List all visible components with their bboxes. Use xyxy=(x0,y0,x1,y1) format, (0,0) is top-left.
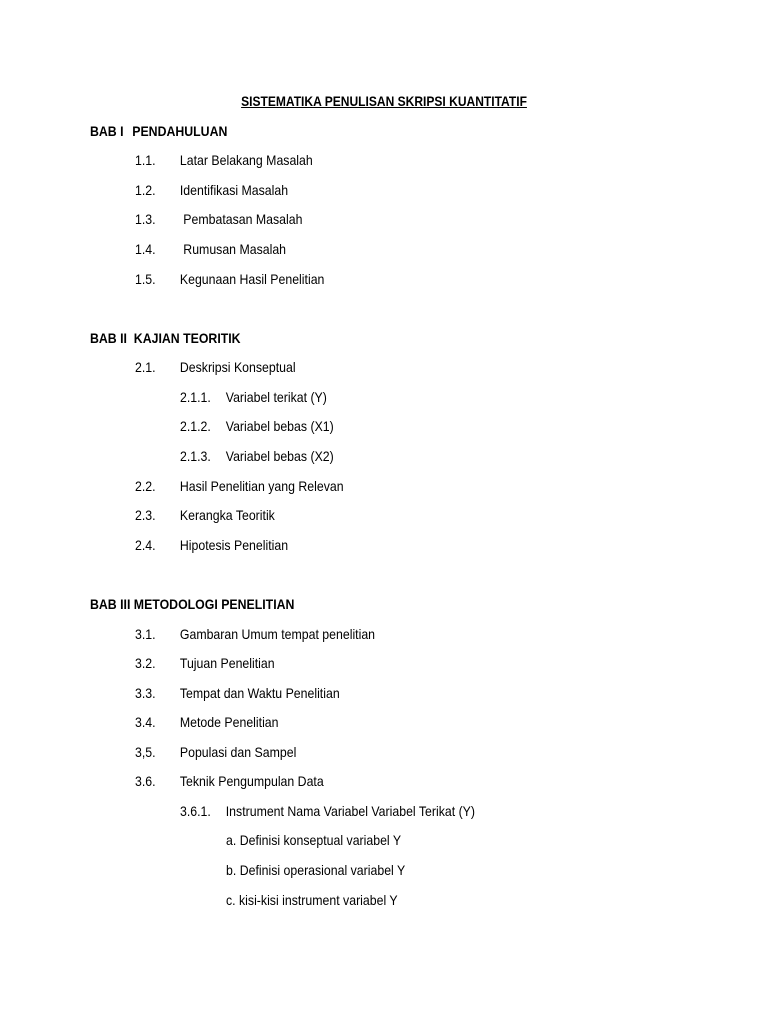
document-title: SISTEMATIKA PENULISAN SKRIPSI KUANTITATIF xyxy=(241,93,527,109)
item-text: Latar Belakang Masalah xyxy=(179,152,313,168)
item-number: 3,5. xyxy=(135,744,156,760)
list-item xyxy=(135,358,296,376)
item-text: Instrument Nama Variabel Variabel Terikat (Y) xyxy=(225,803,476,819)
list-item xyxy=(180,802,476,820)
bab2-heading: BAB II KAJIAN TEORITIK xyxy=(90,330,241,346)
item-text: Variabel bebas (X1) xyxy=(225,418,334,434)
list-item xyxy=(135,684,340,702)
list-item: b. Definisi operasional variabel Y xyxy=(226,862,406,878)
list-item xyxy=(135,625,376,643)
list-item xyxy=(180,417,334,435)
item-number: 1.4. xyxy=(135,241,156,257)
item-number: 3.4. xyxy=(135,714,156,730)
item-text: Teknik Pengumpulan Data xyxy=(179,773,324,789)
item-number: 2.3. xyxy=(135,507,156,523)
item-number: 3.6. xyxy=(135,773,156,789)
item-text: Rumusan Masalah xyxy=(179,241,287,257)
bab1-title: PENDAHULUAN xyxy=(132,123,228,139)
list-item xyxy=(135,477,344,495)
list-item xyxy=(135,536,289,554)
item-text: Hipotesis Penelitian xyxy=(179,537,289,553)
item-number: 3.6.1. xyxy=(180,803,211,819)
item-number: 2.1.3. xyxy=(180,448,211,464)
list-item xyxy=(135,210,303,228)
item-number: 1.3. xyxy=(135,211,156,227)
item-number: 2.2. xyxy=(135,478,156,494)
bab1-number: BAB I xyxy=(90,123,124,139)
list-item xyxy=(135,240,287,258)
item-number: 2.1. xyxy=(135,359,156,375)
list-item xyxy=(135,506,275,524)
item-number: 1.1. xyxy=(135,152,156,168)
item-text: Variabel bebas (X2) xyxy=(225,448,334,464)
list-item xyxy=(135,151,313,169)
list-item xyxy=(180,388,327,406)
item-text: Tempat dan Waktu Penelitian xyxy=(179,685,340,701)
list-item xyxy=(135,772,324,790)
item-text: Identifikasi Masalah xyxy=(179,182,289,198)
item-number: 3.2. xyxy=(135,655,156,671)
item-number: 3.3. xyxy=(135,685,156,701)
list-item xyxy=(135,270,325,288)
item-text: Tujuan Penelitian xyxy=(179,655,275,671)
item-text: Variabel terikat (Y) xyxy=(225,389,327,405)
item-number: 3.1. xyxy=(135,626,156,642)
list-item xyxy=(135,654,275,672)
list-item xyxy=(180,447,334,465)
item-text: Gambaran Umum tempat penelitian xyxy=(179,626,376,642)
item-text: Populasi dan Sampel xyxy=(179,744,297,760)
item-text: Pembatasan Masalah xyxy=(179,211,303,227)
item-number: 2.4. xyxy=(135,537,156,553)
list-item: a. Definisi konseptual variabel Y xyxy=(226,832,402,848)
item-text: Kerangka Teoritik xyxy=(179,507,275,523)
item-number: 1.2. xyxy=(135,182,156,198)
bab1-heading xyxy=(90,122,227,140)
item-number: 2.1.1. xyxy=(180,389,211,405)
item-text: Metode Penelitian xyxy=(179,714,279,730)
item-number: 2.1.2. xyxy=(180,418,211,434)
item-text: Hasil Penelitian yang Relevan xyxy=(179,478,344,494)
item-text: Deskripsi Konseptual xyxy=(179,359,296,375)
bab3-heading: BAB III METODOLOGI PENELITIAN xyxy=(90,596,295,612)
item-number: 1.5. xyxy=(135,271,156,287)
list-item xyxy=(135,713,279,731)
item-text: Kegunaan Hasil Penelitian xyxy=(179,271,325,287)
list-item xyxy=(135,181,289,199)
list-item: c. kisi-kisi instrument variabel Y xyxy=(226,892,398,908)
list-item xyxy=(135,743,297,761)
